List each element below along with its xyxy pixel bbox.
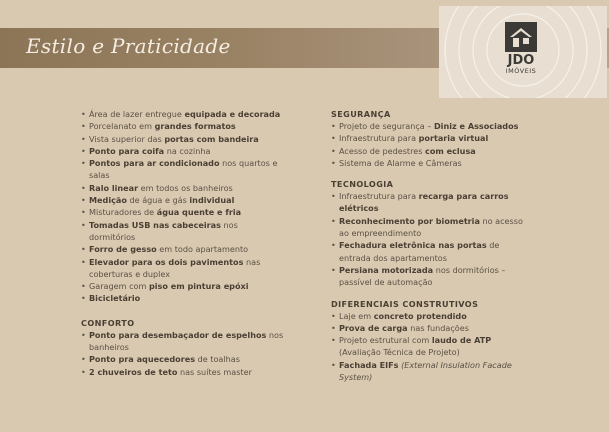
list-item: • Pontos para ar condicionado nos quartos e salas xyxy=(81,157,286,182)
list-item: • Área de lazer entregue equipada e decorada xyxy=(81,108,286,120)
brand-sub: IMÓVEIS xyxy=(505,67,537,75)
features-right-column xyxy=(331,108,531,383)
list-item: • Fachada EIFs (External Insulation Facade System) xyxy=(331,359,531,384)
list-item: • Vista superior das portas com bandeira xyxy=(81,133,286,145)
list-item: • Forro de gesso em todo apartamento xyxy=(81,243,286,255)
list-item: • Prova de carga nas fundações xyxy=(331,322,531,334)
section-title-tecnologia: TECNOLOGIA xyxy=(331,179,394,190)
conforto-list xyxy=(81,329,286,378)
page-title: Estilo e Praticidade xyxy=(26,34,231,58)
list-item: • Tomadas USB nas cabeceiras nos dormitórios xyxy=(81,219,286,244)
list-item: • Ponto para desembaçador de espelhos nos banheiros xyxy=(81,329,286,354)
diferenciais-list xyxy=(331,310,531,384)
list-item: • Reconhecimento por biometria no acesso ao empreendimento xyxy=(331,215,531,240)
section-title-conforto: CONFORTO xyxy=(81,317,135,328)
list-item: • Elevador para os dois pavimentos nas coberturas e duplex xyxy=(81,256,286,281)
features-list xyxy=(81,108,286,305)
seguranca-list xyxy=(331,120,531,169)
list-item: • Ponto para coifa na cozinha xyxy=(81,145,286,157)
section-title-seguranca: SEGURANÇA xyxy=(331,109,391,119)
list-item: • Fechadura eletrônica nas portas de entrada dos apartamentos xyxy=(331,239,531,264)
list-item: • Laje em concreto protendido xyxy=(331,310,531,322)
list-item: • Medição de água e gás individual xyxy=(81,194,286,206)
logo-panel xyxy=(439,6,607,98)
list-item: • Garagem com piso em pintura epóxi xyxy=(81,280,286,292)
list-item: • Projeto de segurança – Diniz e Associados xyxy=(331,120,531,132)
house-logo-icon xyxy=(504,21,538,53)
section-title-diferenciais: DIFERENCIAIS CONSTRUTIVOS xyxy=(331,298,479,309)
jdo-logo xyxy=(501,21,541,87)
list-item: • Sistema de Alarme e Câmeras xyxy=(331,157,531,169)
list-item: • Misturadores de água quente e fria xyxy=(81,206,286,218)
list-item: • Infraestrutura para recarga para carros elétricos xyxy=(331,190,531,215)
list-item: • Acesso de pedestres com eclusa xyxy=(331,145,531,157)
list-item: • Ponto pra aquecedores de toalhas xyxy=(81,353,286,365)
list-item: • Infraestrutura para portaria virtual xyxy=(331,132,531,144)
tecnologia-list xyxy=(331,190,531,288)
brand-name: JDO xyxy=(507,53,535,68)
list-item: • Projeto estrutural com laudo de ATP (Avaliação Técnica de Projeto) xyxy=(331,334,531,359)
list-item: • Persiana motorizada nos dormitórios – passível de automação xyxy=(331,264,531,289)
list-item: • Ralo linear em todos os banheiros xyxy=(81,182,286,194)
features-left-column xyxy=(81,108,286,378)
list-item: • 2 chuveiros de teto nas suítes master xyxy=(81,366,286,378)
list-item: • Bicicletário xyxy=(81,292,286,304)
list-item: • Porcelanato em grandes formatos xyxy=(81,120,286,132)
